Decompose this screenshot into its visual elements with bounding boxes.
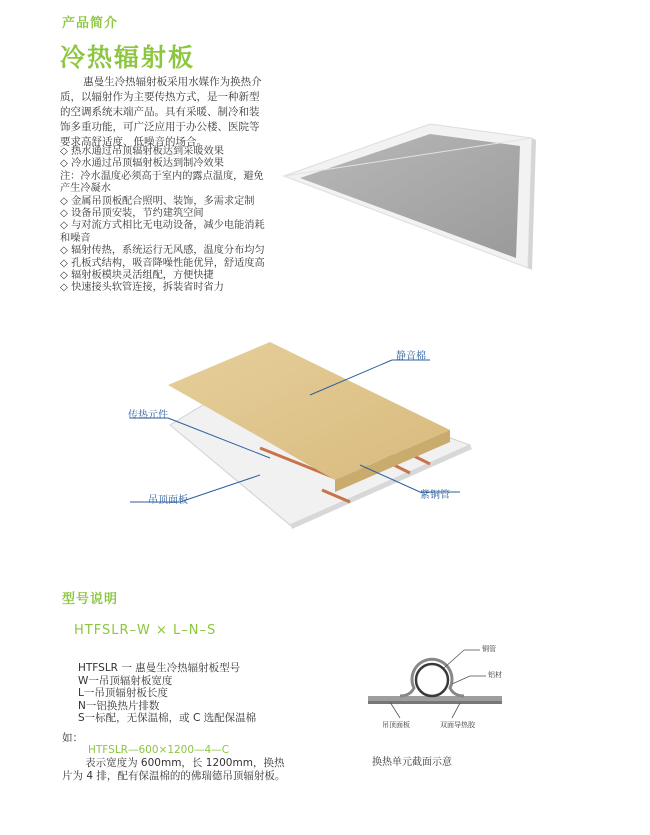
- model-code: HTFSLR–W × L–N–S: [74, 623, 217, 638]
- example-code: HTFSLR—600×1200—4—C: [88, 744, 230, 756]
- label-tape: 双面导热胶: [440, 721, 475, 729]
- radiant-panel-image: [280, 120, 610, 280]
- example-label: 如：: [62, 732, 83, 744]
- label-ceiling-panel: 吊顶面板: [148, 495, 188, 506]
- feature-item: ◇ 金属吊顶板配合照明、装饰，多需求定制: [60, 195, 255, 207]
- section-title-model: 型号说明: [62, 592, 119, 607]
- product-title: 冷热辐射板: [60, 43, 196, 72]
- model-line: HTFSLR 一 惠曼生冷热辐射板型号: [78, 662, 241, 674]
- label-aluminum: 铝材: [488, 671, 502, 679]
- section-title-intro: 产品简介: [62, 16, 119, 31]
- feature-item: ◇ 快速接头软管连接，拆装省时省力: [60, 282, 224, 294]
- label-panel: 吊顶面板: [382, 721, 410, 729]
- feature-item: ◇ 辐射板模块灵活组配，方便快捷: [60, 270, 214, 282]
- feature-item: ◇ 辐射传热，系统运行无风感，温度分布均匀: [60, 245, 265, 257]
- model-line: N一铝换热片排数: [78, 699, 160, 712]
- example-description: 表示宽度为 600mm，长 1200mm，换热片为 4 排，配有保温棉的的佛瑞德吊顶辐射板。: [62, 757, 286, 782]
- label-sound-wool: 静音棉: [396, 351, 426, 362]
- intro-paragraph: 惠曼生冷热辐射板采用水媒作为换热介质，以辐射作为主要传热方式，是一种新型的空调系统末端产品。具有采暖、制冷和装饰多重功能，可广泛应用于办公楼、医院等要求高舒适度、低噪音的场合。: [60, 76, 262, 148]
- feature-item: ◇ 孔板式结构，吸音降噪性能优异，舒适度高: [60, 257, 265, 269]
- structure-diagram: [110, 330, 570, 540]
- feature-item: ◇ 冷水通过吊顶辐射板达到制冷效果: [60, 158, 224, 170]
- label-copper-pipe: 紫铜管: [420, 490, 450, 501]
- feature-item: ◇ 热水通过吊顶辐射板达到采暖效果: [60, 146, 224, 157]
- label-heat-element: 传热元件: [128, 410, 168, 421]
- model-legend: [78, 662, 308, 725]
- feature-list: [60, 146, 265, 295]
- model-line: S一标配，无保温棉，或 C 选配保温棉: [78, 712, 257, 724]
- feature-note: 注：冷水温度必须高于室内的露点温度，避免产生冷凝水: [60, 170, 264, 195]
- feature-item: ◇ 与对流方式相比无电动设备，减少电能消耗和噪音: [60, 220, 265, 244]
- model-line: W一吊顶辐射板宽度: [78, 674, 173, 687]
- feature-item: ◇ 设备吊顶安装，节约建筑空间: [60, 208, 204, 220]
- label-copper: 铜管: [482, 645, 496, 653]
- model-line: L一吊顶辐射板长度: [78, 687, 168, 699]
- cross-section-caption: 换热单元截面示意: [372, 757, 452, 768]
